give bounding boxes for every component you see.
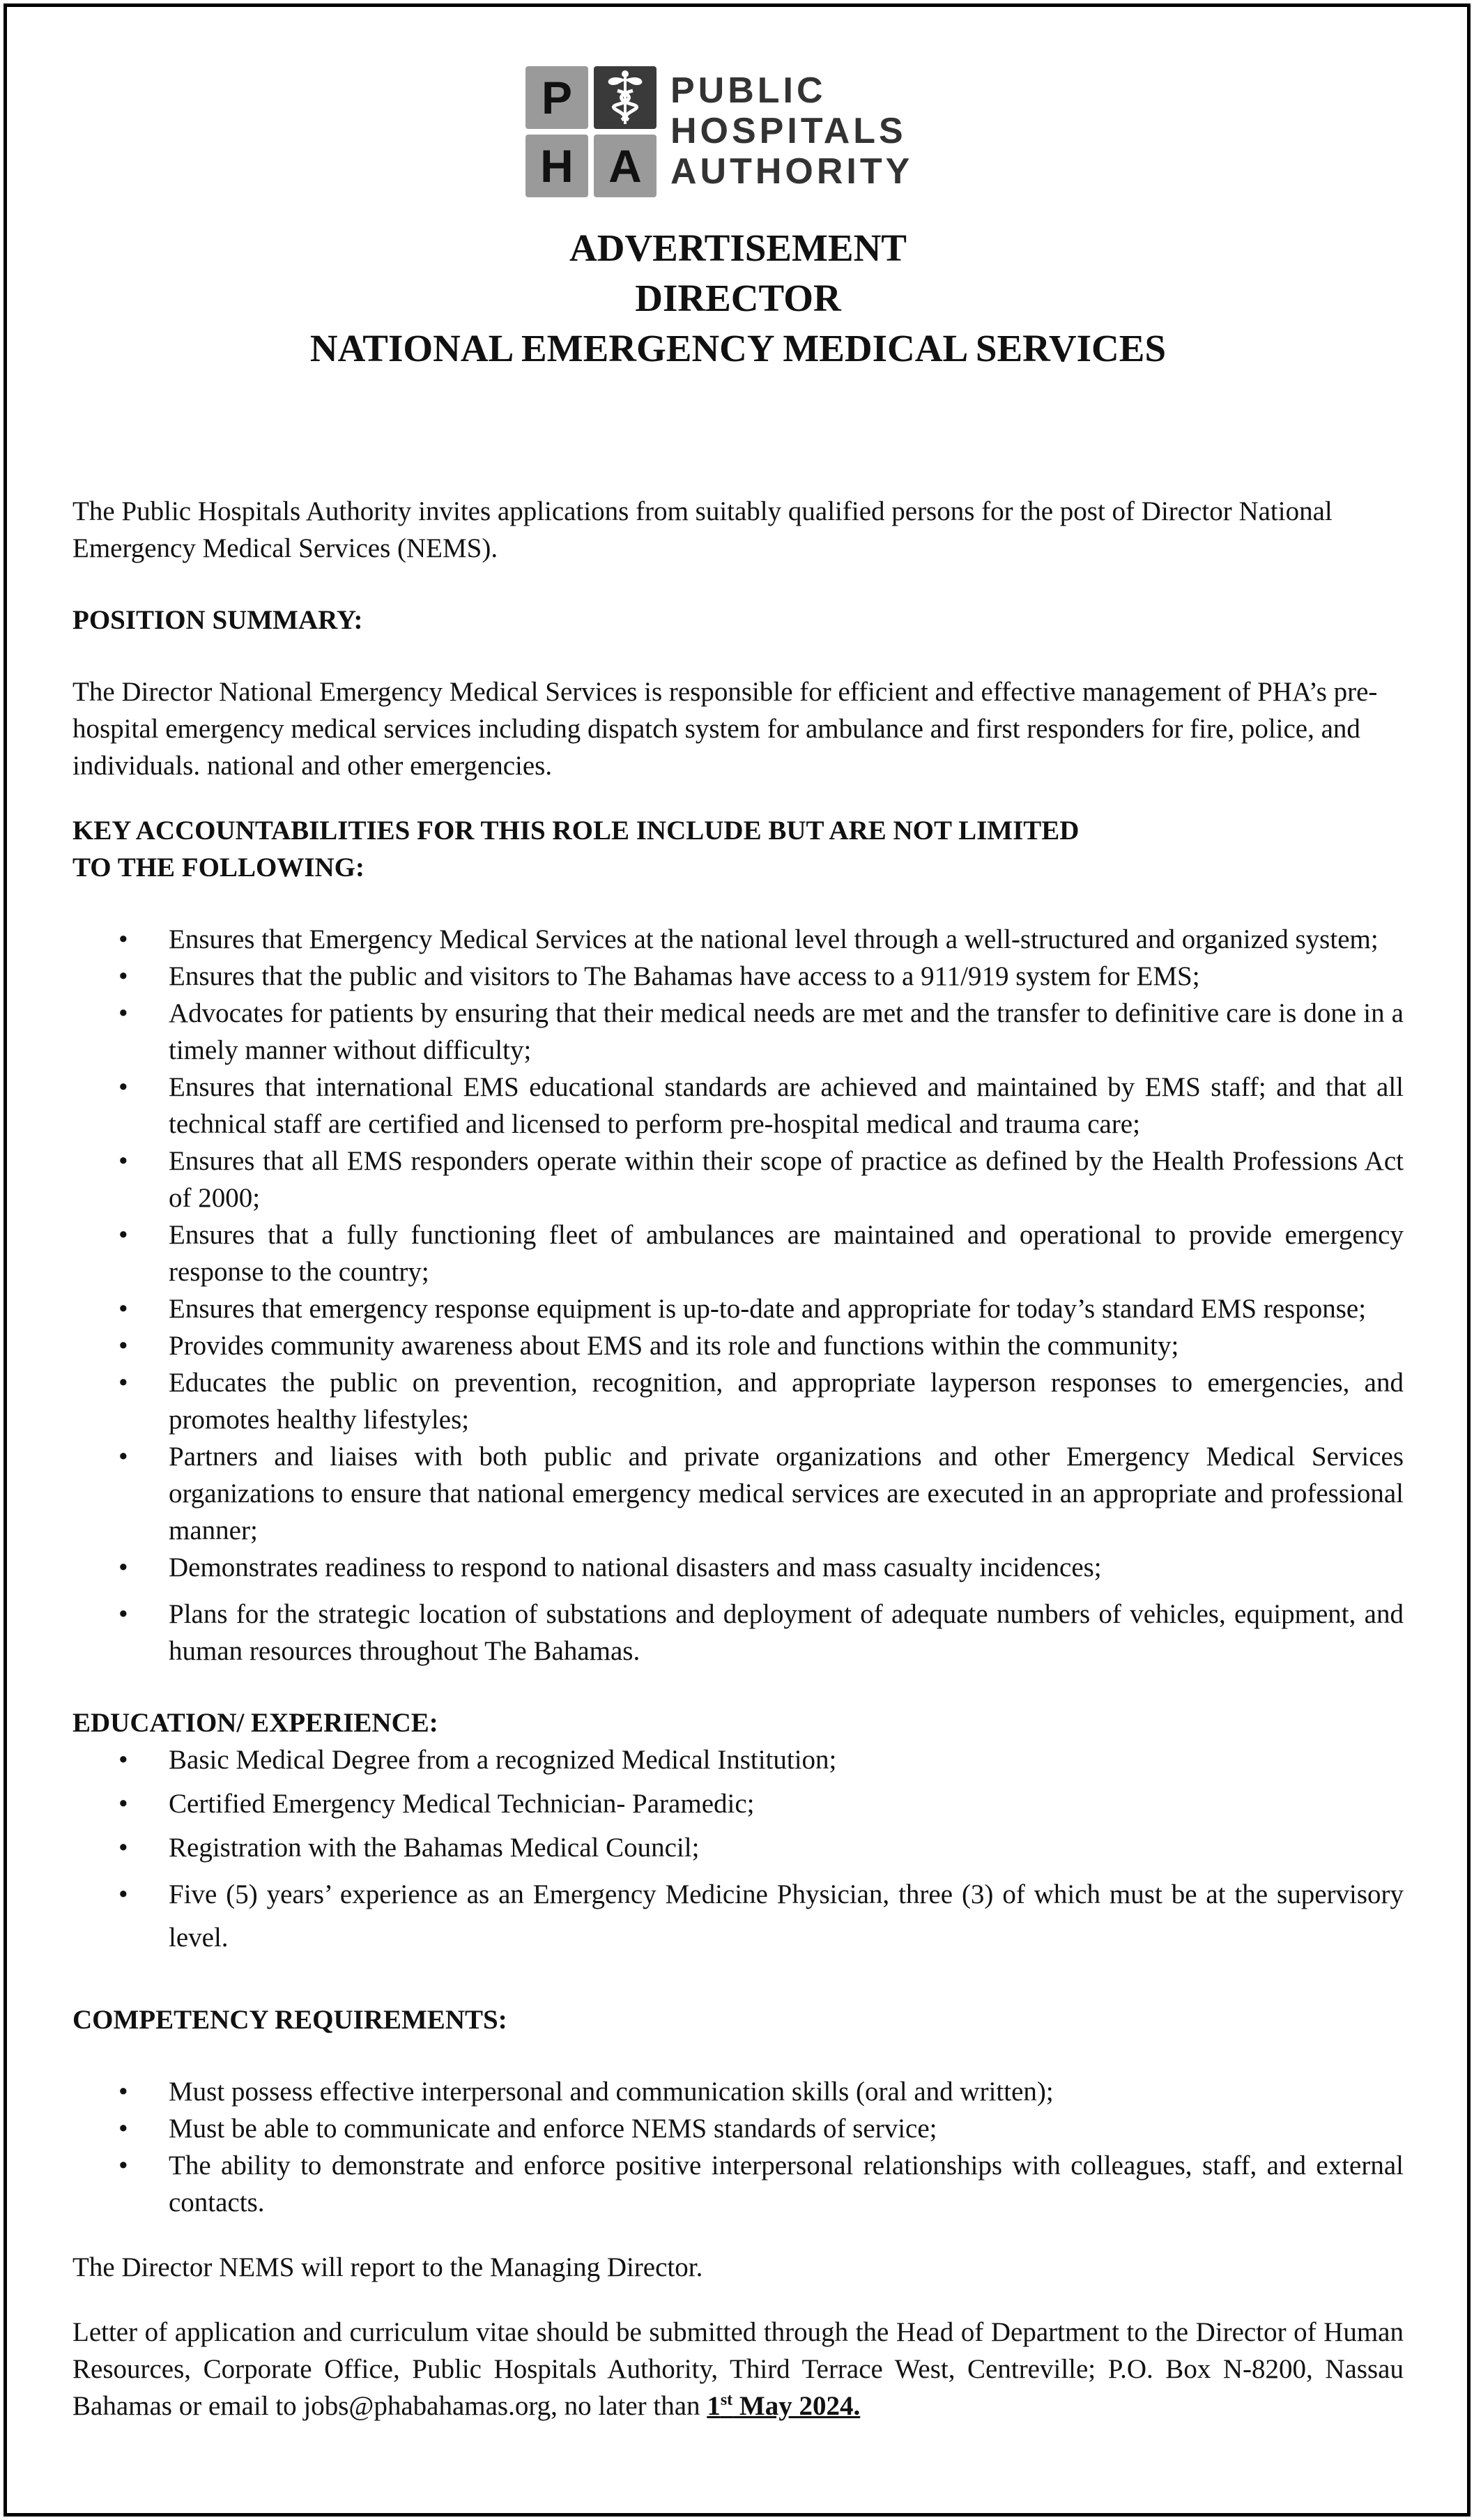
- application-paragraph: [72, 2314, 1404, 2424]
- application-deadline: [707, 2391, 860, 2421]
- list-item: • Demonstrates readiness to respond to national disasters and mass casualty incidences;: [72, 1549, 1404, 1586]
- list-item: • Advocates for patients by ensuring that their medical needs are met and the transfer to definitive care is done in a timely manner without difficulty;: [72, 995, 1404, 1069]
- list-item: • Ensures that emergency response equipment is up-to-date and appropriate for today’s standard EMS response;: [72, 1290, 1404, 1327]
- list-item: • Certified Emergency Medical Technician- Paramedic;: [72, 1785, 1404, 1822]
- logo-word-hospitals: HOSPITALS: [670, 111, 907, 151]
- list-item: • Registration with the Bahamas Medical Council;: [72, 1829, 1404, 1866]
- accountabilities-list: [72, 921, 1404, 1670]
- list-item: • Must possess effective interpersonal and communication skills (oral and written);: [72, 2073, 1404, 2110]
- list-item: • Ensures that the public and visitors to The Bahamas have access to a 911/919 system for EMS;: [72, 958, 1404, 995]
- accountabilities-heading-line1: KEY ACCOUNTABILITIES FOR THIS ROLE INCLUDE BUT ARE NOT LIMITED: [72, 816, 1080, 846]
- deadline-month-year: May 2024.: [732, 2391, 861, 2421]
- reporting-paragraph: The Director NEMS will report to the Managing Director.: [72, 2252, 703, 2282]
- logo-wordmark: [670, 70, 913, 192]
- advertisement-content: [72, 66, 1404, 2421]
- title-advertisement: ADVERTISEMENT: [569, 227, 907, 269]
- advertisement-body: [72, 493, 1404, 2424]
- list-item: • Ensures that Emergency Medical Services at the national level through a well-structured and organized system;: [72, 921, 1404, 958]
- list-item: • Partners and liaises with both public and private organizations and other Emergency Medical Services organizations to ensure that national emergency medical services are executed in an appropriate and professional manner;: [72, 1438, 1404, 1549]
- pha-logo: [72, 66, 1404, 206]
- competency-list: [72, 2073, 1404, 2221]
- title-director: DIRECTOR: [635, 277, 841, 319]
- logo-letter-p: P: [525, 66, 588, 129]
- list-item: • The ability to demonstrate and enforce positive interpersonal relationships with colleagues, staff, and external contacts.: [72, 2147, 1404, 2221]
- position-summary-heading: POSITION SUMMARY:: [72, 605, 363, 635]
- caduceus-icon: [594, 66, 657, 129]
- intro-paragraph: The Public Hospitals Authority invites applications from suitably qualified persons for the post of Director National Emergency Medical Services (NEMS).: [72, 496, 1333, 563]
- list-item: • Basic Medical Degree from a recognized Medical Institution;: [72, 1741, 1404, 1778]
- logo-letter-grid: [525, 66, 657, 197]
- position-summary-text: The Director National Emergency Medical Services is responsible for efficient and effective management of PHA’s pre-hospital emergency medical services including dispatch system for ambulance and first responders for fire, police, and individuals. national and other emergencies.: [72, 677, 1378, 781]
- deadline-day: 1: [707, 2391, 721, 2421]
- logo-word-authority: AUTHORITY: [670, 151, 914, 192]
- list-item: • Ensures that international EMS educational standards are achieved and maintained by EMS staff; and that all technical staff are certified and licensed to perform pre-hospital medical and trauma care;: [72, 1069, 1404, 1143]
- list-item: • Five (5) years’ experience as an Emergency Medicine Physician, three (3) of which must be at the supervisory level.: [72, 1873, 1404, 1960]
- logo-word-public: PUBLIC: [670, 70, 827, 111]
- education-heading: EDUCATION/ EXPERIENCE:: [72, 1708, 438, 1738]
- logo-letter-a: A: [594, 135, 657, 197]
- application-text: Letter of application and curriculum vitae should be submitted through the Head of Department to the Director of Human Resources, Corporate Office, Public Hospitals Authority, Third Terrace West, Centreville; P.O. Box N-8200, Nassau Bahamas or email to: [72, 2317, 1404, 2421]
- list-item: • Must be able to communicate and enforce NEMS standards of service;: [72, 2110, 1404, 2147]
- accountabilities-heading-line2: TO THE FOLLOWING:: [72, 853, 364, 883]
- list-item: • Plans for the strategic location of substations and deployment of adequate numbers of vehicles, equipment, and human resources throughout The Bahamas.: [72, 1596, 1404, 1670]
- competency-heading: COMPETENCY REQUIREMENTS:: [72, 2005, 507, 2035]
- title-nems: NATIONAL EMERGENCY MEDICAL SERVICES: [309, 327, 1167, 369]
- list-item: • Ensures that a fully functioning fleet of ambulances are maintained and operational to provide emergency response to the country;: [72, 1216, 1404, 1290]
- list-item: • Educates the public on prevention, recognition, and appropriate layperson responses to emergencies, and promotes healthy lifestyles;: [72, 1364, 1404, 1438]
- logo-letter-h: H: [525, 135, 588, 197]
- page-title: [72, 223, 1404, 374]
- list-item: • Ensures that all EMS responders operate within their scope of practice as defined by the Health Professions Act of 2000;: [72, 1143, 1404, 1216]
- application-email-link[interactable]: jobs@phabahamas.org: [303, 2391, 551, 2421]
- list-item: • Provides community awareness about EMS and its role and functions within the community;: [72, 1327, 1404, 1364]
- deadline-suffix: st: [720, 2391, 733, 2409]
- application-deadline-prefix: , no later than: [551, 2391, 707, 2421]
- education-list: [72, 1741, 1404, 1960]
